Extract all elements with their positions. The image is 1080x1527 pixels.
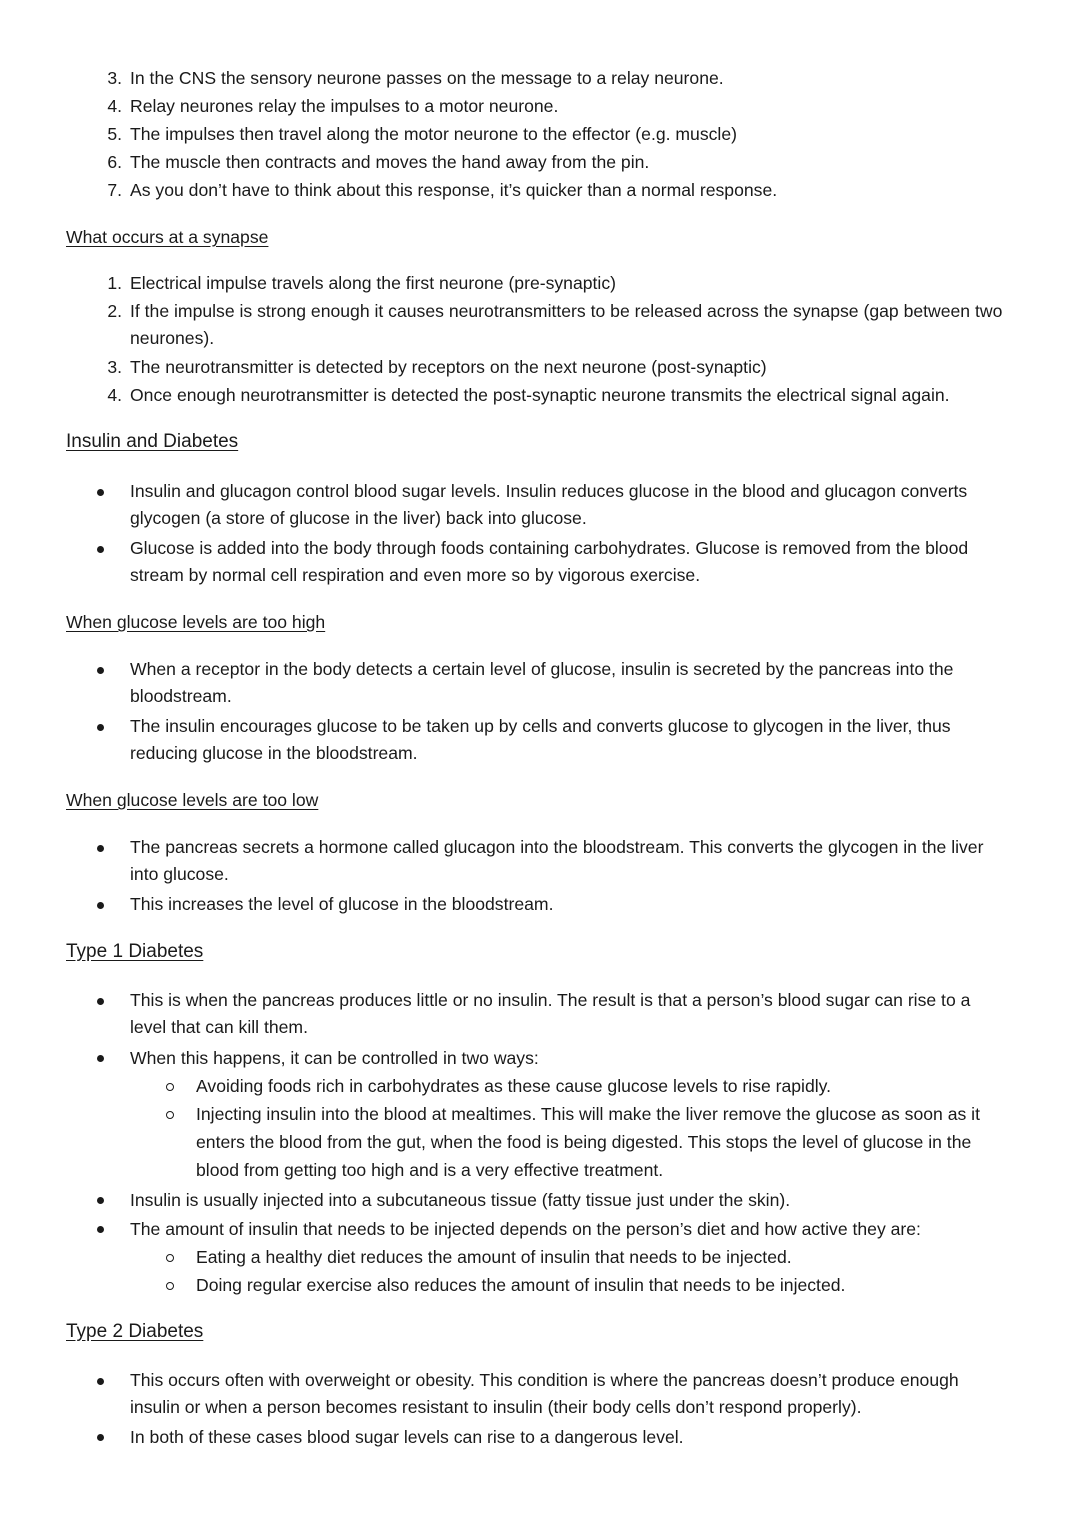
circle-bullet-icon [166,1111,174,1119]
list-item: 2. If the impulse is strong enough it causes neurotransmitters to be released across the synapse (gap between two neurones). [107,301,1003,348]
list-item: When this happens, it can be controlled in two ways: Avoiding foods rich in carbohydrates as these cause glucose levels to rise rapidly. Injecting insulin into the blood at mealtimes. This will make the liver remove the glucose as soon as it enters the blood from the gut, when the food is being digested. This stops the level of glucose in the blood from getting too high and is a very effective treatment. [130,1044,1010,1184]
too-low-list [130,834,1010,918]
insulin-list [130,478,1010,589]
bullet-icon [97,1197,104,1204]
list-item: 4. Relay neurones relay the impulses to a motor neurone. [107,96,559,116]
list-item: This is when the pancreas produces little or no insulin. The result is that a person’s blood sugar can rise to a level that can kill them. [130,987,1010,1041]
bullet-icon [97,1378,104,1385]
bullet-icon [97,1434,104,1441]
bullet-icon [97,489,104,496]
list-item: Insulin and glucagon control blood sugar levels. Insulin reduces glucose in the blood and glucagon converts glycogen (a store of glucose in the liver) back into glucose. [130,478,1010,532]
list-item: 4. Once enough neurotransmitter is detected the post-synaptic neurone transmits the electrical signal again. [107,385,950,405]
too-high-heading: When glucose levels are too high [66,612,326,632]
list-item: 5. The impulses then travel along the motor neurone to the effector (e.g. muscle) [107,124,737,144]
list-item: Doing regular exercise also reduces the amount of insulin that needs to be injected. [196,1271,1010,1299]
list-item: The pancreas secrets a hormone called glucagon into the bloodstream. This converts the glycogen in the liver into glucose. [130,834,1010,888]
dose-factors-list [196,1243,1010,1299]
list-item: In both of these cases blood sugar levels can rise to a dangerous level. [130,1423,1010,1451]
bullet-icon [97,998,104,1005]
type2-list [130,1367,1010,1451]
list-item: The insulin encourages glucose to be taken up by cells and converts glucose to glycogen in the liver, thus reducing glucose in the bloodstream. [130,713,1010,767]
bullet-icon [97,546,104,553]
circle-bullet-icon [166,1282,174,1290]
list-item: 3. In the CNS the sensory neurone passes on the message to a relay neurone. [107,68,724,88]
insulin-diabetes-heading: Insulin and Diabetes [66,431,239,452]
list-item: 7. As you don’t have to think about this response, it’s quicker than a normal response. [107,180,778,200]
list-item: This increases the level of glucose in the bloodstream. [130,891,1010,918]
circle-bullet-icon [166,1083,174,1091]
type2-heading: Type 2 Diabetes [66,1321,204,1342]
type1-list [130,987,1010,1299]
list-item: Eating a healthy diet reduces the amount of insulin that needs to be injected. [196,1243,1010,1271]
synapse-list [107,269,1010,409]
too-high-list [130,656,1010,767]
reflex-arc-list [107,64,1010,204]
bullet-icon [97,902,104,909]
synapse-heading: What occurs at a synapse [66,227,269,247]
list-item: Injecting insulin into the blood at mealtimes. This will make the liver remove the glucose as soon as it enters the blood from the gut, when the food is being digested. This stops the level of glucose in the blood from getting too high and is a very effective treatment. [196,1100,1010,1184]
list-item: 1. Electrical impulse travels along the first neurone (pre-synaptic) [107,273,616,293]
bullet-icon [97,724,104,731]
type1-heading: Type 1 Diabetes [66,941,204,962]
list-item: Avoiding foods rich in carbohydrates as these cause glucose levels to rise rapidly. [196,1072,1010,1100]
too-low-heading: When glucose levels are too low [66,790,319,810]
list-item: This occurs often with overweight or obesity. This condition is where the pancreas doesn’t produce enough insulin or when a person becomes resistant to insulin (their body cells don’t respond properly). [130,1367,1010,1421]
bullet-icon [97,845,104,852]
bullet-icon [97,667,104,674]
circle-bullet-icon [166,1254,174,1262]
list-item: When a receptor in the body detects a certain level of glucose, insulin is secreted by the pancreas into the bloodstream. [130,656,1010,710]
list-item: 6. The muscle then contracts and moves the hand away from the pin. [107,152,650,172]
list-item: Insulin is usually injected into a subcutaneous tissue (fatty tissue just under the skin). [130,1186,1010,1214]
bullet-icon [97,1226,104,1233]
list-item: 3. The neurotransmitter is detected by receptors on the next neurone (post-synaptic) [107,357,767,377]
list-item: Glucose is added into the body through foods containing carbohydrates. Glucose is removed from the blood stream by normal cell respiration and even more so by vigorous exercise. [130,535,1010,589]
bullet-icon [97,1055,104,1062]
list-item: The amount of insulin that needs to be injected depends on the person’s diet and how active they are: Eating a healthy diet reduces the amount of insulin that needs to be injected. Doing regular exercise also reduces the amount of insulin that needs to be injected. [130,1215,1010,1299]
control-methods-list [196,1072,1010,1184]
